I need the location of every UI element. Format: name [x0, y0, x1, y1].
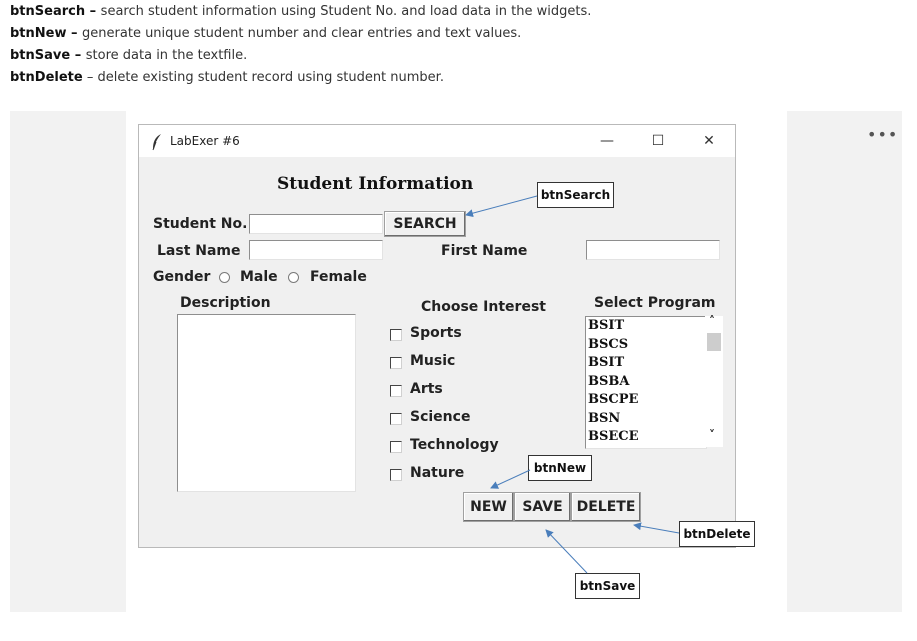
callout-btnsave: btnSave: [575, 573, 640, 599]
list-item[interactable]: BSN: [588, 410, 621, 426]
save-button[interactable]: SAVE: [514, 492, 571, 522]
arts-label: Arts: [410, 381, 443, 397]
page-title: Student Information: [277, 174, 474, 194]
last-name-label: Last Name: [157, 243, 241, 259]
choose-interest-label: Choose Interest: [421, 299, 546, 315]
list-item[interactable]: BSCPE: [588, 392, 639, 407]
music-label: Music: [410, 353, 456, 369]
science-label: Science: [410, 409, 471, 425]
first-name-label: First Name: [441, 243, 528, 259]
more-options-icon[interactable]: •••: [867, 125, 899, 144]
close-button[interactable]: ✕: [703, 133, 715, 149]
gender-label: Gender: [153, 269, 211, 285]
list-item[interactable]: BSBA: [588, 373, 630, 389]
window-title: LabExer #6: [170, 134, 240, 148]
student-no-label: Student No.: [153, 216, 248, 232]
callout-btnsearch: btnSearch: [537, 182, 614, 208]
list-item[interactable]: BSECE: [588, 429, 639, 444]
list-item[interactable]: BSIT: [588, 355, 625, 370]
list-item[interactable]: BSCS: [588, 336, 629, 352]
callout-btndelete: btnDelete: [679, 521, 755, 547]
arrow-new: [491, 470, 530, 488]
new-button[interactable]: NEW: [463, 492, 514, 522]
description-label: Description: [180, 295, 271, 311]
female-radio-label: Female: [310, 269, 367, 285]
instruction-delete: btnDelete – delete existing student record using student number.: [10, 70, 444, 85]
maximize-button[interactable]: ☐: [651, 133, 665, 149]
scroll-up-icon[interactable]: ˄: [709, 314, 715, 328]
instruction-save: btnSave – store data in the textfile.: [10, 48, 248, 63]
technology-label: Technology: [410, 437, 499, 453]
male-radio-label: Male: [240, 269, 278, 285]
arrow-delete: [634, 525, 679, 533]
instruction-search: btnSearch – search student information using Student No. and load data in the widgets.: [10, 4, 592, 19]
scroll-down-icon[interactable]: ˅: [709, 428, 715, 442]
sports-label: Sports: [410, 325, 462, 341]
search-button[interactable]: SEARCH: [384, 211, 466, 237]
minimize-button[interactable]: —: [600, 133, 614, 149]
nature-label: Nature: [410, 465, 465, 481]
callout-btnnew: btnNew: [528, 455, 592, 481]
delete-button[interactable]: DELETE: [571, 492, 641, 522]
instruction-new: btnNew – generate unique student number and clear entries and text values.: [10, 26, 522, 41]
select-program-label: Select Program: [594, 295, 716, 311]
arrow-save: [546, 530, 587, 573]
arrow-search: [466, 196, 537, 215]
list-item[interactable]: BSIT: [588, 318, 625, 333]
